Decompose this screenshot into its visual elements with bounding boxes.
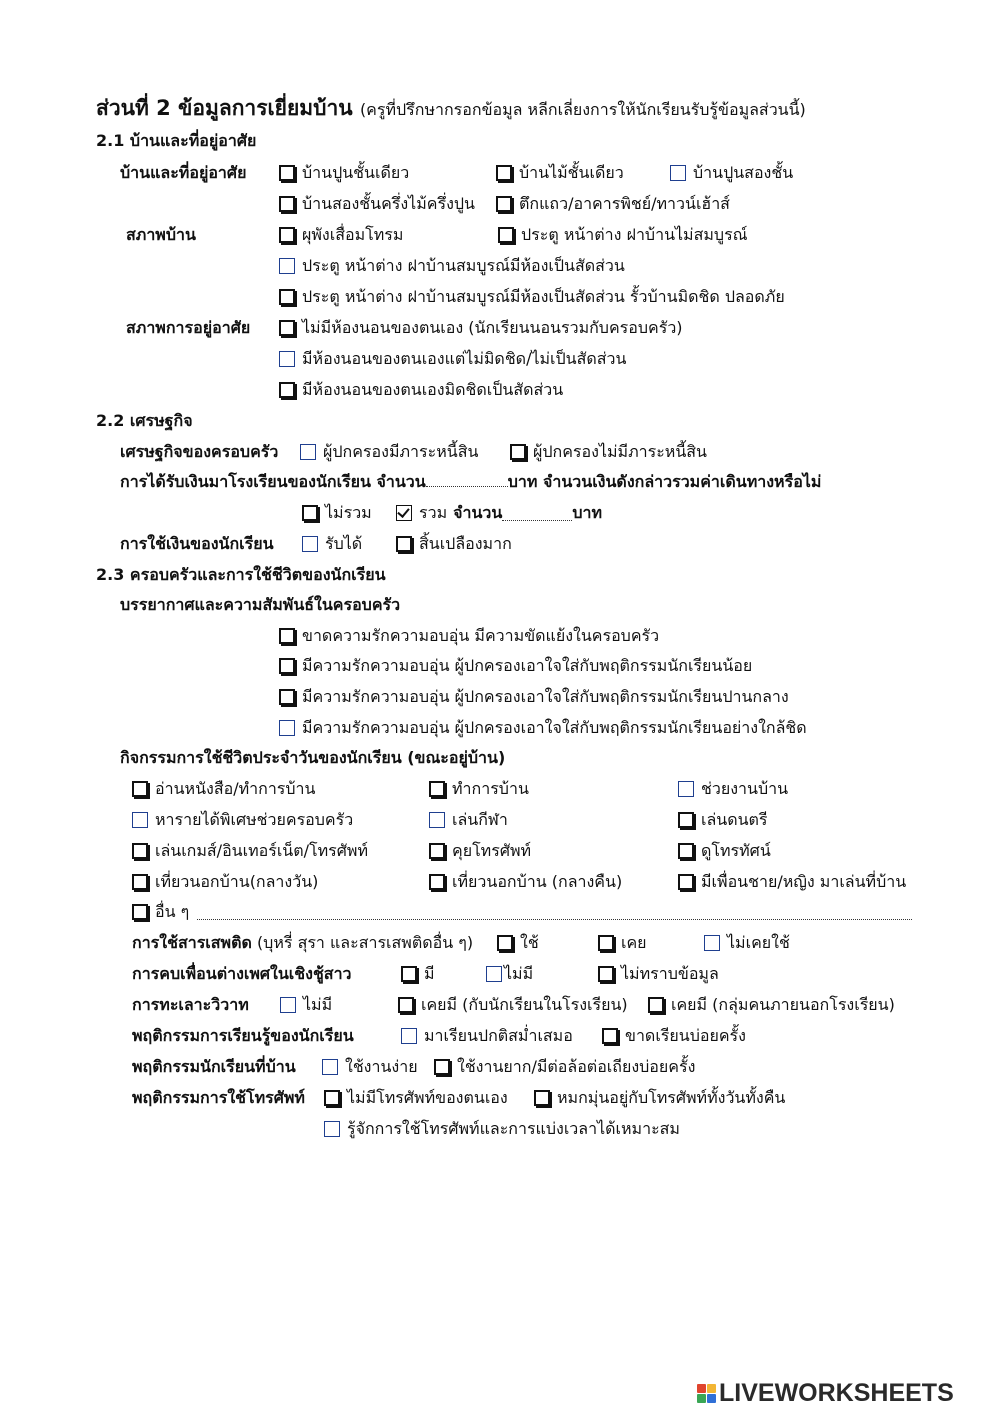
checkbox[interactable] bbox=[496, 165, 512, 181]
dating-option[interactable]: ไม่ทราบข้อมูล bbox=[598, 964, 719, 984]
money-row bbox=[120, 472, 821, 492]
atmosphere-option[interactable]: มีความรักความอบอุ่น ผู้ปกครองเอาใจใส่กับพฤติกรรมนักเรียนปานกลาง bbox=[279, 687, 789, 707]
checkbox[interactable] bbox=[279, 720, 295, 736]
dating-label: การคบเพื่อนต่างเพศในเชิงชู้สาว bbox=[132, 964, 352, 983]
checkbox[interactable] bbox=[324, 1090, 340, 1106]
home-behaviour-label: พฤติกรรมนักเรียนที่บ้าน bbox=[132, 1057, 296, 1076]
activity-option[interactable]: เล่นเกมส์/อินเทอร์เน็ต/โทรศัพท์ bbox=[132, 841, 368, 861]
checkbox[interactable] bbox=[132, 874, 148, 890]
title-main: ส่วนที่ 2 ข้อมูลการเยี่ยมบ้าน bbox=[96, 96, 353, 120]
drug-label-row bbox=[132, 933, 473, 953]
living-option[interactable]: ไม่มีห้องนอนของตนเอง (นักเรียนนอนรวมกับครอบครัว) bbox=[279, 318, 683, 338]
checkbox[interactable] bbox=[434, 1059, 450, 1075]
money-tail: บาท จำนวนเงินดังกล่าวรวมค่าเดินทางหรือไม่ bbox=[507, 472, 822, 491]
travel-option-include[interactable]: รวม จำนวน บาท bbox=[396, 503, 602, 523]
fight-option[interactable]: เคยมี (กับนักเรียนในโรงเรียน) bbox=[398, 995, 628, 1015]
checkbox[interactable] bbox=[279, 658, 295, 674]
atmosphere-label: บรรยากาศและความสัมพันธ์ในครอบครัว bbox=[120, 595, 401, 614]
home-behaviour-option[interactable]: ใช้งานยาก/มีต่อล้อต่อเถียงบ่อยครั้ง bbox=[434, 1057, 695, 1077]
fight-option[interactable]: เคยมี (กลุ่มคนภายนอกโรงเรียน) bbox=[648, 995, 895, 1015]
checkbox[interactable] bbox=[279, 289, 295, 305]
checkbox[interactable] bbox=[302, 536, 318, 552]
atmosphere-option[interactable]: มีความรักความอบอุ่น ผู้ปกครองเอาใจใส่กับพฤติกรรมนักเรียนน้อย bbox=[279, 656, 752, 676]
spend-label: การใช้เงินของนักเรียน bbox=[120, 534, 274, 553]
money-amount-field[interactable] bbox=[426, 472, 508, 487]
condition-option[interactable]: ประตู หน้าต่าง ฝาบ้านไม่สมบูรณ์ bbox=[498, 225, 748, 245]
title-note: (ครูที่ปรึกษากรอกข้อมูล หลีกเลี่ยงการให้นักเรียนรับรู้ข้อมูลส่วนนี้) bbox=[359, 100, 806, 119]
checkbox[interactable] bbox=[429, 874, 445, 890]
other-activity-field[interactable] bbox=[197, 905, 912, 920]
checkbox[interactable] bbox=[279, 628, 295, 644]
checkbox[interactable] bbox=[132, 904, 148, 920]
house-option[interactable]: บ้านปูนชั้นเดียว bbox=[279, 163, 409, 183]
daily-activities-label: กิจกรรมการใช้ชีวิตประจำวันของนักเรียน (ขณะอยู่บ้าน) bbox=[120, 748, 506, 767]
phone-behaviour-option[interactable]: หมกมุ่นอยู่กับโทรศัพท์ทั้งวันทั้งคืน bbox=[534, 1088, 785, 1108]
spend-option[interactable]: รับได้ bbox=[302, 534, 362, 554]
checkbox[interactable] bbox=[302, 505, 318, 521]
house-option[interactable]: ตึกแถว/อาคารพิชย์/ทาวน์เฮ้าส์ bbox=[496, 194, 730, 214]
family-econ-option[interactable]: ผู้ปกครองไม่มีภาระหนี้สิน bbox=[510, 442, 707, 462]
family-econ-option[interactable]: ผู้ปกครองมีภาระหนี้สิน bbox=[300, 442, 478, 462]
spend-option[interactable]: สิ้นเปลืองมาก bbox=[396, 534, 512, 554]
house-label: บ้านและที่อยู่อาศัย bbox=[120, 163, 247, 182]
activity-option[interactable]: เที่ยวนอกบ้าน(กลางวัน) bbox=[132, 872, 318, 892]
checkbox[interactable] bbox=[279, 196, 295, 212]
drug-option[interactable]: เคย bbox=[598, 933, 647, 953]
checkbox[interactable] bbox=[132, 781, 148, 797]
checkbox[interactable] bbox=[398, 997, 414, 1013]
checkbox[interactable] bbox=[678, 843, 694, 859]
activity-option[interactable]: ดูโทรทัศน์ bbox=[678, 841, 771, 861]
learning-label: พฤติกรรมการเรียนรู้ของนักเรียน bbox=[132, 1026, 354, 1045]
checkbox[interactable] bbox=[678, 874, 694, 890]
travel-option-exclude[interactable]: ไม่รวม bbox=[302, 503, 372, 523]
checkbox[interactable] bbox=[429, 812, 445, 828]
dating-option[interactable]: ไม่มี bbox=[486, 964, 533, 984]
learning-option[interactable]: ขาดเรียนบ่อยครั้ง bbox=[602, 1026, 746, 1046]
home-behaviour-option[interactable]: ใช้งานง่าย bbox=[322, 1057, 418, 1077]
checkbox[interactable] bbox=[300, 444, 316, 460]
checkbox[interactable] bbox=[534, 1090, 550, 1106]
checkbox[interactable] bbox=[279, 689, 295, 705]
checkbox[interactable] bbox=[322, 1059, 338, 1075]
checkbox[interactable] bbox=[401, 1028, 417, 1044]
house-option[interactable]: บ้านสองชั้นครึ่งไม้ครึ่งปูน bbox=[279, 194, 475, 214]
liveworksheets-logo bbox=[697, 1380, 954, 1406]
living-option[interactable]: มีห้องนอนของตนเองแต่ไม่มิดชิด/ไม่เป็นสัดส่วน bbox=[279, 349, 626, 369]
section-2-1-heading: 2.1 บ้านและที่อยู่อาศัย bbox=[96, 131, 257, 150]
checkbox[interactable] bbox=[132, 843, 148, 859]
checkbox[interactable] bbox=[510, 444, 526, 460]
activity-option[interactable]: เที่ยวนอกบ้าน (กลางคืน) bbox=[429, 872, 622, 892]
activity-option[interactable]: เล่นกีฬา bbox=[429, 810, 508, 830]
logo-text: LIVEWORKSHEETS bbox=[719, 1378, 954, 1407]
activity-option[interactable]: หารายได้พิเศษช่วยครอบครัว bbox=[132, 810, 353, 830]
condition-option[interactable]: ประตู หน้าต่าง ฝาบ้านสมบูรณ์มีห้องเป็นสัดส่วน bbox=[279, 256, 625, 276]
checkbox[interactable] bbox=[670, 165, 686, 181]
travel-amount-field[interactable] bbox=[502, 506, 572, 521]
checkbox[interactable] bbox=[132, 812, 148, 828]
house-option[interactable]: บ้านไม้ชั้นเดียว bbox=[496, 163, 624, 183]
living-label: สภาพการอยู่อาศัย bbox=[126, 318, 251, 337]
checkbox[interactable] bbox=[429, 843, 445, 859]
checkbox-checked[interactable] bbox=[396, 505, 412, 521]
checkbox[interactable] bbox=[401, 966, 417, 982]
baht-label: บาท bbox=[572, 503, 603, 522]
fight-option[interactable]: ไม่มี bbox=[280, 995, 332, 1015]
checkbox[interactable] bbox=[678, 812, 694, 828]
checkbox[interactable] bbox=[429, 781, 445, 797]
checkbox[interactable] bbox=[648, 997, 664, 1013]
drug-note: (บุหรี่ สุรา และสารเสพติดอื่น ๆ) bbox=[256, 933, 474, 952]
checkbox[interactable] bbox=[498, 227, 514, 243]
drug-option[interactable]: ไม่เคยใช้ bbox=[704, 933, 790, 953]
section-2-2-heading: 2.2 เศรษฐกิจ bbox=[96, 411, 193, 430]
living-option[interactable]: มีห้องนอนของตนเองมิดชิดเป็นสัดส่วน bbox=[279, 380, 563, 400]
checkbox[interactable] bbox=[280, 997, 296, 1013]
checkbox[interactable] bbox=[396, 536, 412, 552]
page-title bbox=[96, 95, 806, 123]
fight-label: การทะเลาะวิวาท bbox=[132, 995, 249, 1014]
house-option[interactable]: บ้านปูนสองชั้น bbox=[670, 163, 793, 183]
activity-other-option[interactable]: อื่น ๆ bbox=[132, 902, 912, 922]
checkbox[interactable] bbox=[598, 935, 614, 951]
checkbox[interactable] bbox=[678, 781, 694, 797]
activity-option[interactable]: ทำการบ้าน bbox=[429, 779, 529, 799]
checkbox[interactable] bbox=[598, 966, 614, 982]
money-label: การได้รับเงินมาโรงเรียนของนักเรียน จำนวน bbox=[120, 472, 426, 491]
checkbox[interactable] bbox=[279, 351, 295, 367]
phone-behaviour-option[interactable]: รู้จักการใช้โทรศัพท์และการแบ่งเวลาได้เหมาะสม bbox=[324, 1119, 680, 1139]
checkbox[interactable] bbox=[497, 935, 513, 951]
phone-behaviour-option[interactable]: ไม่มีโทรศัพท์ของตนเอง bbox=[324, 1088, 508, 1108]
checkbox[interactable] bbox=[324, 1121, 340, 1137]
checkbox[interactable] bbox=[279, 227, 295, 243]
checkbox[interactable] bbox=[279, 258, 295, 274]
learning-option[interactable]: มาเรียนปกติสม่ำเสมอ bbox=[401, 1026, 573, 1046]
checkbox[interactable] bbox=[279, 165, 295, 181]
checkbox[interactable] bbox=[602, 1028, 618, 1044]
phone-behaviour-label: พฤติกรรมการใช้โทรศัพท์ bbox=[132, 1088, 305, 1107]
section-2-3-heading: 2.3 ครอบครัวและการใช้ชีวิตของนักเรียน bbox=[96, 565, 386, 584]
checkbox[interactable] bbox=[279, 382, 295, 398]
activity-option[interactable]: เล่นดนตรี bbox=[678, 810, 768, 830]
atmosphere-option[interactable]: ขาดความรักความอบอุ่น มีความขัดแย้งในครอบครัว bbox=[279, 626, 659, 646]
condition-option[interactable]: ประตู หน้าต่าง ฝาบ้านสมบูรณ์มีห้องเป็นสัดส่วน รั้วบ้านมิดชิด ปลอดภัย bbox=[279, 287, 785, 307]
dating-option[interactable]: มี bbox=[401, 964, 435, 984]
activity-option[interactable]: มีเพื่อนชาย/หญิง มาเล่นที่บ้าน bbox=[678, 872, 906, 892]
activity-option[interactable]: อ่านหนังสือ/ทำการบ้าน bbox=[132, 779, 315, 799]
condition-option[interactable]: ผุพังเสื่อมโทรม bbox=[279, 225, 403, 245]
drug-option[interactable]: ใช้ bbox=[497, 933, 539, 953]
family-econ-label: เศรษฐกิจของครอบครัว bbox=[120, 442, 279, 461]
drug-label: การใช้สารเสพติด bbox=[132, 933, 252, 952]
condition-label: สภาพบ้าน bbox=[126, 225, 196, 244]
activity-option[interactable]: คุยโทรศัพท์ bbox=[429, 841, 531, 861]
checkbox[interactable] bbox=[486, 966, 502, 982]
amount-label: จำนวน bbox=[453, 503, 503, 522]
checkbox[interactable] bbox=[496, 196, 512, 212]
atmosphere-option[interactable]: มีความรักความอบอุ่น ผู้ปกครองเอาใจใส่กับพฤติกรรมนักเรียนอย่างใกล้ชิด bbox=[279, 718, 807, 738]
checkbox[interactable] bbox=[279, 320, 295, 336]
logo-icon bbox=[697, 1384, 716, 1403]
activity-option[interactable]: ช่วยงานบ้าน bbox=[678, 779, 788, 799]
checkbox[interactable] bbox=[704, 935, 720, 951]
